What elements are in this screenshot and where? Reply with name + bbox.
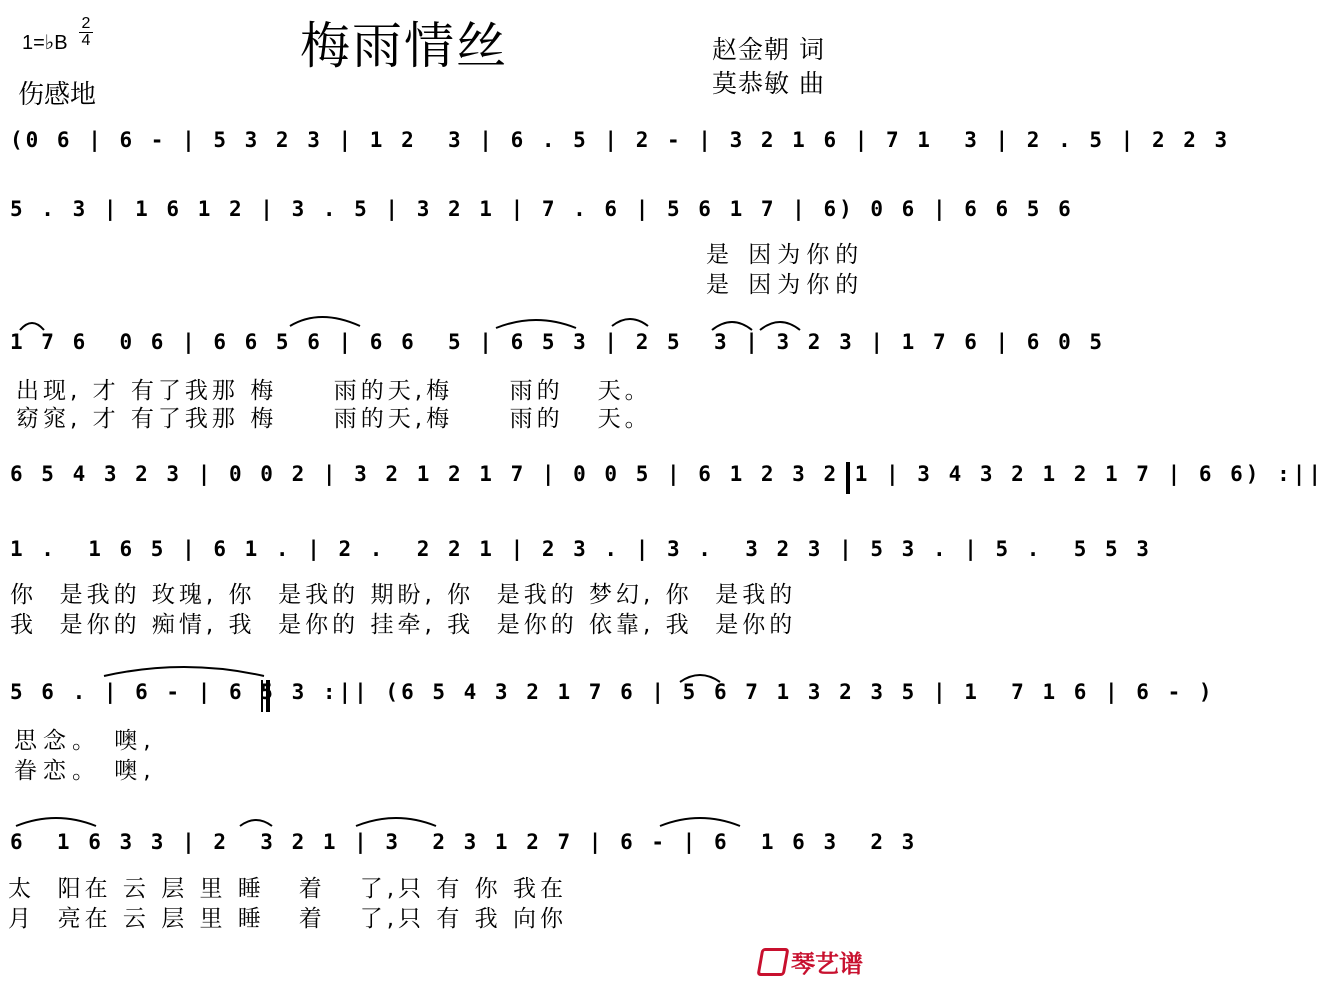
song-title: 梅雨情丝	[300, 17, 508, 75]
notation-line: 6 1 6 3 3 | 2 3 2 1 | 3 2 3 1 2 7 | 6 - | 6 1 6 3 2 3	[10, 830, 918, 854]
score-system-2	[10, 197, 1074, 233]
score-system-7	[10, 830, 918, 866]
notation-line: 5 . 3 | 1 6 1 2 | 3 . 5 | 3 2 1 | 7 . 6 | 5 6 1 7 | 6) 0 6 | 6 6 5 6	[10, 197, 1074, 221]
time-signature	[79, 16, 93, 49]
notation-line: 1 7 6 0 6 | 6 6 5 6 | 6 6 5 | 6 5 3 | 2 5 3 | 3 2 3 | 1 7 6 | 6 0 5	[10, 330, 1106, 354]
lyricist-credit: 赵金朝 词	[712, 35, 825, 64]
logo-text: 琴艺谱	[791, 950, 863, 978]
notation-line: 1 . 1 6 5 | 6 1 . | 2 . 2 2 1 | 2 3 . | 3 . 3 2 3 | 5 3 . | 5 . 5 5 3	[10, 537, 1152, 561]
score-system-4	[10, 462, 1324, 498]
score-system-6	[10, 680, 1215, 716]
site-logo	[759, 944, 863, 979]
time-signature-top: 2	[81, 15, 91, 32]
lyric-verse-2: 窈窕, 才 有了我那 梅 雨的天,梅 雨的 天。	[16, 406, 652, 432]
score-system-3	[10, 330, 1106, 366]
lyric-verse-1: 出现, 才 有了我那 梅 雨的天,梅 雨的 天。	[16, 378, 652, 404]
lyric-verse-1: 是 因为你的	[706, 242, 865, 268]
lyric-verse-1: 太 阳在 云 层 里 睡 着 了,只 有 你 我在	[8, 876, 567, 902]
notation-line: 5 6 . | 6 - | 6 5 3 :|| (6 5 4 3 2 1 7 6 | 5 6 7 1 3 2 3 5 | 1 7 1 6 | 6 - )	[10, 680, 1215, 704]
key-signature: 1=♭B	[22, 32, 68, 54]
time-signature-bottom: 4	[81, 32, 91, 49]
notation-line: 6 5 4 3 2 3 | 0 0 2 | 3 2 1 2 1 7 | 0 0 5 | 6 1 2 3 2 1 | 3 4 3 2 1 2 1 7 | 6 6) :||	[10, 462, 1324, 486]
score-system-5	[10, 537, 1152, 573]
lyric-verse-2: 月 亮在 云 层 里 睡 着 了,只 有 我 向你	[8, 906, 567, 932]
lyric-verse-2: 是 因为你的	[706, 272, 865, 298]
tempo-mood-marking: 伤感地	[18, 80, 97, 110]
notation-line: (0 6 | 6 - | 5 3 2 3 | 1 2 3 | 6 . 5 | 2 - | 3 2 1 6 | 7 1 3 | 2 . 5 | 2 2 3	[10, 128, 1231, 152]
logo-icon	[757, 948, 790, 976]
score-system-1	[10, 128, 1231, 164]
lyric-verse-1: 你 是我的 玫瑰, 你 是我的 期盼, 你 是我的 梦幻, 你 是我的	[10, 582, 797, 608]
lyric-verse-2: 眷恋。 噢,	[14, 758, 157, 784]
composer-credit: 莫恭敏 曲	[712, 69, 825, 98]
lyric-verse-1: 思念。 噢,	[14, 728, 157, 754]
lyric-verse-2: 我 是你的 痴情, 我 是你的 挂牵, 我 是你的 依靠, 我 是你的	[10, 612, 797, 638]
